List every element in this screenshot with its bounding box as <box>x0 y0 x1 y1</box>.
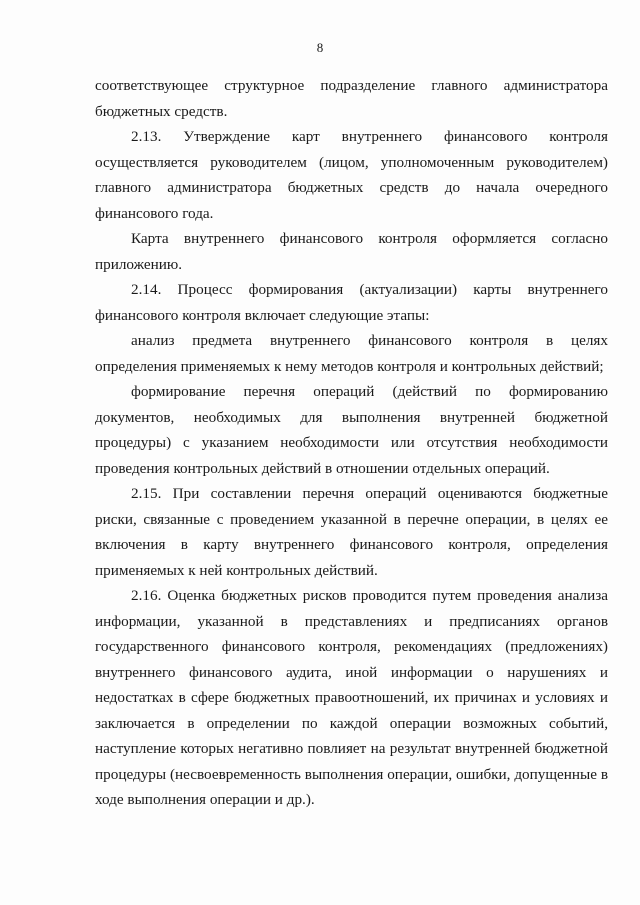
paragraph-continuation: соответствующее структурное подразделение главного администратора бюджетных средств. <box>95 77 608 120</box>
page-number: 8 <box>316 40 324 55</box>
paragraph-2-15: 2.15. При составлении перечня операций оцениваются бюджетные риски, связанные с проведением указанной в перечне операции, в целях ее включения в карту внутреннего финансового контроля, определения применяемых к ней контрольных действий. <box>95 485 608 579</box>
paragraph-stage-analysis: анализ предмета внутреннего финансового контроля в целях определения применяемых к нему методов контроля и контрольных действий; <box>95 332 608 375</box>
paragraph-2-16: 2.16. Оценка бюджетных рисков проводится путем проведения анализа информации, указанной в представлениях и предписаниях органов государственного финансового контроля, рекомендациях (предложениях) внутреннего финансового аудита, иной информации о нарушениях и недостатках в сфере бюджетных правоотношений, их причинах и условиях и заключается в определении по каждой операции возможных событий, наступление которых негативно повлияет на результат внутренней бюджетной процедуры (несвоевременность выполнения операции, ошибки, допущенные в ходе выполнения операции и др.). <box>95 587 608 808</box>
document-body <box>95 73 608 813</box>
paragraph-card-appendix: Карта внутреннего финансового контроля оформляется согласно приложению. <box>95 230 608 273</box>
paragraph-2-14: 2.14. Процесс формирования (актуализации) карты внутреннего финансового контроля включает следующие этапы: <box>95 281 608 324</box>
paragraph-stage-operations-list: формирование перечня операций (действий по формированию документов, необходимых для выполнения внутренней бюджетной процедуры) с указанием необходимости или отсутствия необходимости проведения контрольных действий в отношении отдельных операций. <box>95 383 608 477</box>
paragraph-2-13: 2.13. Утверждение карт внутреннего финансового контроля осуществляется руководителем (лицом, уполномоченным руководителем) главного администратора бюджетных средств до начала очередного финансового года. <box>95 128 608 222</box>
